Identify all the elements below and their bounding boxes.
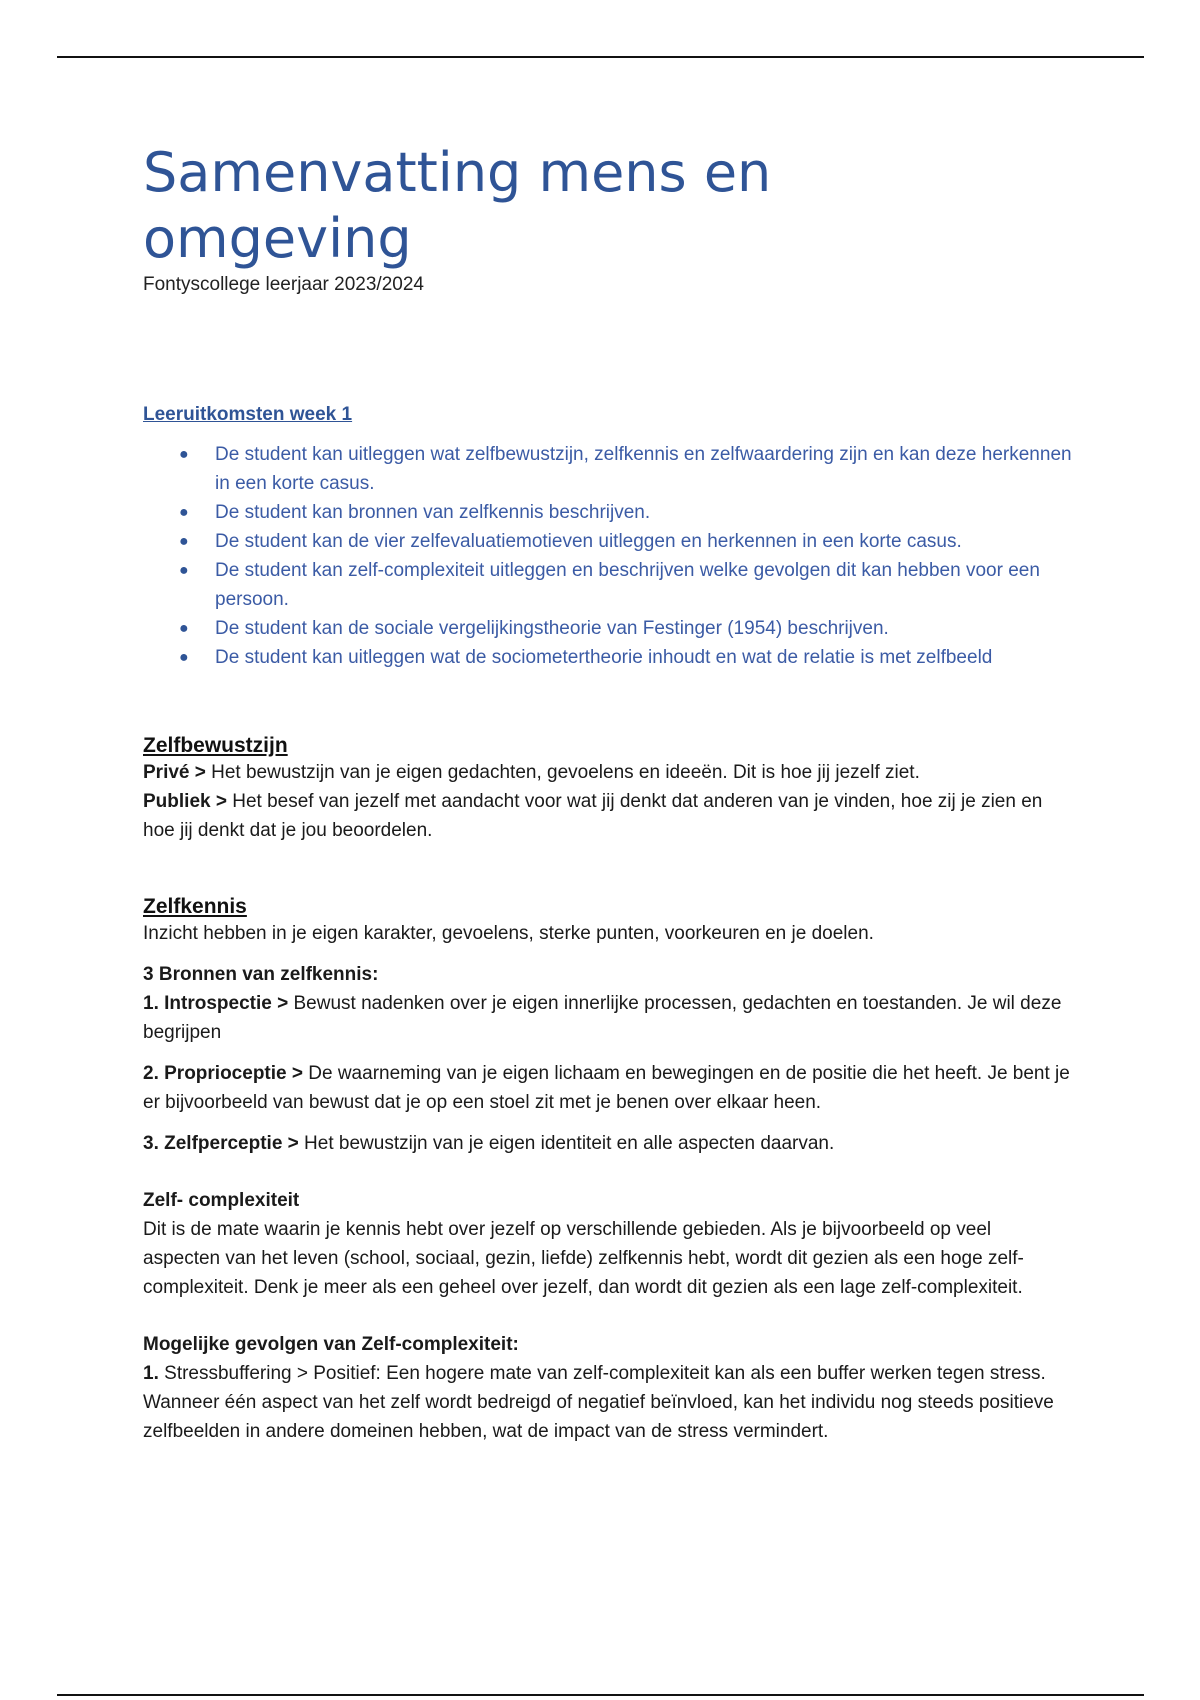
prive-label: Privé > bbox=[143, 762, 206, 783]
bullet-icon: ● bbox=[179, 562, 189, 579]
document-subtitle: Fontyscollege leerjaar 2023/2024 bbox=[143, 274, 424, 295]
publiek-paragraph: Publiek > Het besef van jezelf met aandacht voor wat jij denkt dat anderen van je vinden, hoe zij je zien en hoe jij denkt dat je jou beoordelen. bbox=[143, 791, 1043, 841]
source-item: 1. Introspectie > Bewust nadenken over je eigen innerlijke processen, gedachten en toestanden. Je wil deze begrijpen bbox=[143, 993, 1062, 1043]
zelfcomplexiteit-text: Dit is de mate waarin je kennis hebt over jezelf op verschillende gebieden. Als je bijvoorbeeld op veel aspecten van het leven (school, sociaal, gezin, liefde) zelfkennis hebt, wordt dit gezien als een hoge zelf-complexiteit. Denk je meer als een geheel over jezelf, dan wordt dit gezien als een lage zelf-complexiteit. bbox=[143, 1219, 1024, 1298]
zelfkennis-heading: Zelfkennis bbox=[143, 895, 247, 918]
source-item: 3. Zelfperceptie > Het bewustzijn van je eigen identiteit en alle aspecten daarvan. bbox=[143, 1133, 835, 1154]
list-item: ● De student kan bronnen van zelfkennis beschrijven. bbox=[215, 498, 1073, 527]
document-page bbox=[143, 140, 1073, 1446]
prive-paragraph: Privé > Het bewustzijn van je eigen gedachten, gevoelens en ideeën. Dit is hoe jij jezelf ziet. bbox=[143, 762, 920, 783]
sources-heading: 3 Bronnen van zelfkennis: bbox=[143, 964, 379, 985]
source-item: 2. Proprioceptie > De waarneming van je eigen lichaam en bewegingen en de positie die het heeft. Je bent je er bijvoorbeeld van bewust dat je op een stoel zit met je benen over elkaar heen. bbox=[143, 1063, 1070, 1113]
list-item: ● De student kan de sociale vergelijkingstheorie van Festinger (1954) beschrijven. bbox=[215, 614, 1073, 643]
list-item: ● De student kan uitleggen wat zelfbewustzijn, zelfkennis en zelfwaardering zijn en kan deze herkennen in een korte casus. bbox=[215, 440, 1073, 498]
zelfcomplexiteit-heading: Zelf- complexiteit bbox=[143, 1190, 300, 1211]
zelfbewustzijn-heading: Zelfbewustzijn bbox=[143, 734, 288, 757]
zelfkennis-intro: Inzicht hebben in je eigen karakter, gevoelens, sterke punten, voorkeuren en je doelen. bbox=[143, 923, 874, 944]
bullet-icon: ● bbox=[179, 533, 189, 550]
bullet-icon: ● bbox=[179, 649, 189, 666]
bullet-icon: ● bbox=[179, 504, 189, 521]
document-title: Samenvatting mens en omgeving bbox=[143, 141, 772, 270]
list-item: ● De student kan zelf-complexiteit uitleggen en beschrijven welke gevolgen dit kan hebben voor een persoon. bbox=[215, 556, 1073, 614]
learning-outcomes-heading: Leeruitkomsten week 1 bbox=[143, 404, 353, 425]
bullet-icon: ● bbox=[179, 446, 189, 463]
gevolgen-heading: Mogelijke gevolgen van Zelf-complexiteit: bbox=[143, 1334, 519, 1355]
publiek-label: Publiek > bbox=[143, 791, 227, 812]
list-item: ● De student kan uitleggen wat de sociometertheorie inhoudt en wat de relatie is met zelfbeeld bbox=[215, 643, 1073, 672]
learning-outcomes-list bbox=[143, 440, 1073, 672]
list-item: ● De student kan de vier zelfevaluatiemotieven uitleggen en herkennen in een korte casus. bbox=[215, 527, 1073, 556]
top-rule bbox=[57, 56, 1144, 58]
bottom-rule bbox=[57, 1694, 1144, 1696]
bullet-icon: ● bbox=[179, 620, 189, 637]
gevolgen-item: 1. Stressbuffering > Positief: Een hogere mate van zelf-complexiteit kan als een buffer werken tegen stress. Wanneer één aspect van het zelf wordt bedreigd of negatief beïnvloed, kan het individu nog steeds positieve zelfbeelden in andere domeinen hebben, wat de impact van de stress vermindert. bbox=[143, 1363, 1054, 1442]
